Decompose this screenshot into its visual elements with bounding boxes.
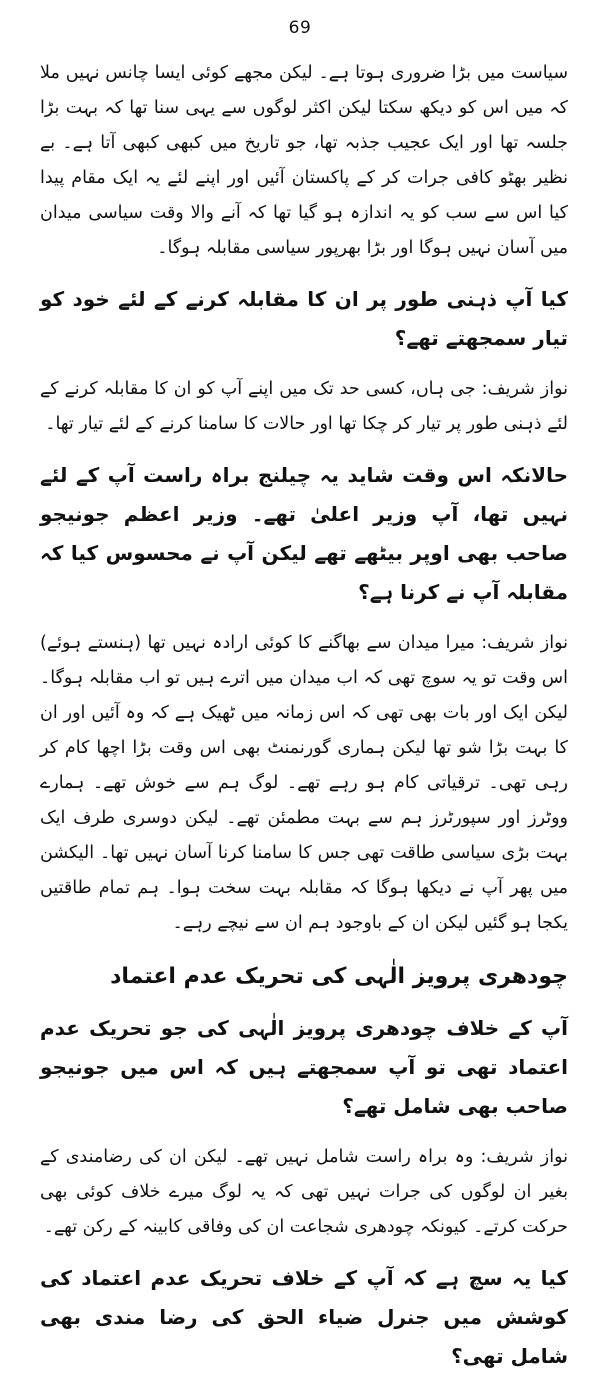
answer-3: نواز شریف: وہ براہ راست شامل نہیں تھے۔ لیکن ان کی رضامندی کے بغیر ان لوگوں کی جرات نہیں تھی کہ یہ لوگ میرے خلاف کوئی بھی حرکت کرتے۔ کیونکہ چودھری شجاعت ان کی وفاقی کابینہ کے رکن تھے۔ (40, 1147, 568, 1237)
question-3: آپ کے خلاف چودھری پرویز الٰہی کی جو تحریک عدم اعتماد تھی تو آپ سمجھتے ہیں کہ اس میں جونیجو صاحب بھی شامل تھے؟ (40, 1016, 568, 1118)
question-1: کیا آپ ذہنی طور پر ان کا مقابلہ کرنے کے لئے خود کو تیار سمجھتے تھے؟ (40, 287, 568, 350)
question-2: حالانکہ اس وقت شاید یہ چیلنج براہ راست آپ کے لئے نہیں تھا، آپ وزیر اعلیٰ تھے۔ وزیر اعظم جونیجو صاحب بھی اوپر بیٹھے تھے لیکن آپ نے محسوس کیا کہ مقابلہ آپ نے کرنا ہے؟ (40, 463, 568, 604)
section-heading: چودھری پرویز الٰہی کی تحریک عدم اعتماد (110, 964, 568, 989)
answer-2: نواز شریف: میرا میدان سے بھاگنے کا کوئی ارادہ نہیں تھا (ہنستے ہوئے) اس وقت تو یہ سوچ تھی کہ اب میدان میں اترے ہیں تو اب مقابلہ ہوگا۔ لیکن ایک اور بات بھی تھی کہ اس زمانہ میں ٹھیک ہے کہ وہ آئیں اور ان کا بہت بڑا شو تھا لیکن ہماری گورنمنٹ بھی اس وقت بڑا اچھا کام کر رہی تھی۔ ترقیاتی کام ہو رہے تھے۔ لوگ ہم سے خوش تھے۔ ہمارے ووٹرز اور سپورٹرز ہم سے بہت مطمئن تھے۔ لیکن دوسری طرف ایک بہت بڑی سیاسی طاقت تھی جس کا سامنا کرنا آسان نہیں تھا۔ الیکشن میں پھر آپ نے دیکھا ہوگا کہ مقابلہ بہت سخت ہوا۔ ہم تمام طاقتیں یکجا ہو گئیں لیکن ان کے باوجود ہم ان سے نیچے رہے۔ (40, 633, 568, 933)
paragraph-1: سیاست میں بڑا ضروری ہوتا ہے۔ لیکن مجھے کوئی ایسا چانس نہیں ملا کہ میں اس کو دیکھ سکتا لیکن اکثر لوگوں سے یہی سنا تھا کہ بہت بڑا جلسہ تھا اور ایک عجیب جذبہ تھا، جو تاریخ میں کبھی کبھی آتا ہے۔ بے نظیر بھٹو کافی جرات کر کے پاکستان آئیں اور اپنے لئے یہ ایک مقام پیدا کیا اس سے سب کو یہ اندازہ ہو گیا تھا کہ آنے والا وقت سیاسی میدان میں آسان نہیں ہوگا اور بڑا بھرپور سیاسی مقابلہ ہوگا۔ (40, 63, 568, 258)
page-content (40, 56, 568, 1390)
page-number: 69 (288, 18, 312, 38)
question-4: کیا یہ سچ ہے کہ آپ کے خلاف تحریک عدم اعتماد کی کوشش میں جنرل ضیاء الحق کی رضا مندی بھی شامل تھی؟ (40, 1266, 568, 1368)
answer-1: نواز شریف: جی ہاں، کسی حد تک میں اپنے آپ کو ان کا مقابلہ کرنے کے لئے ذہنی طور پر تیار کر چکا تھا اور حالات کا سامنا کرنے کے لئے تیار تھا۔ (40, 379, 568, 434)
